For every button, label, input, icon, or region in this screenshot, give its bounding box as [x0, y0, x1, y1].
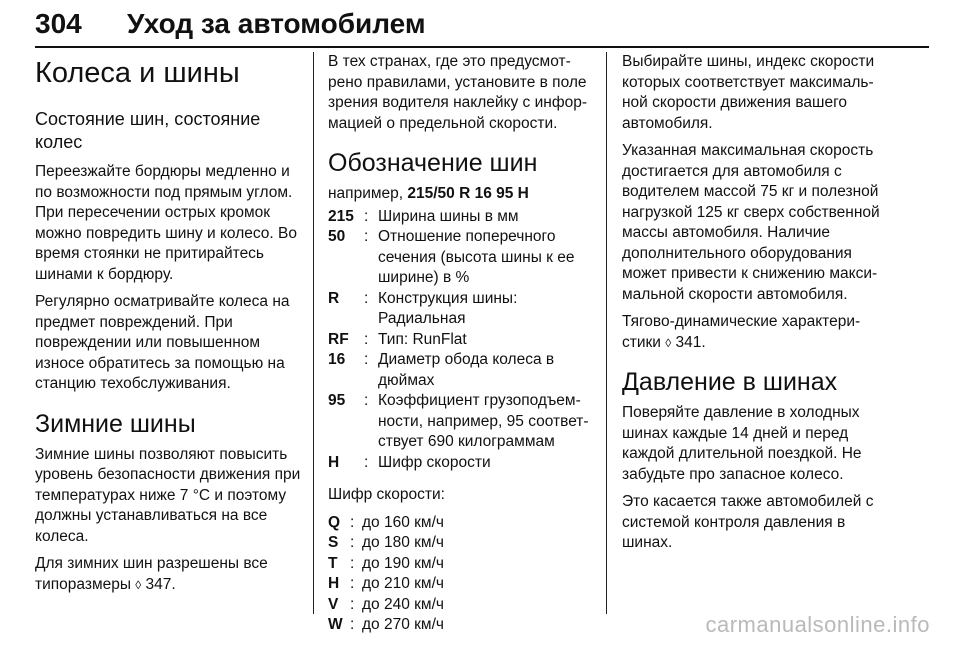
page-number: 304	[35, 8, 82, 39]
separator: :	[364, 351, 369, 368]
separator: :	[364, 453, 369, 471]
code-key: T	[328, 554, 338, 572]
designation-row	[328, 227, 594, 289]
page-reference-347[interactable]	[135, 576, 175, 593]
code-key: 215	[328, 207, 354, 225]
designation-row	[328, 350, 594, 391]
separator: :	[350, 575, 355, 592]
speed-code-row	[328, 595, 444, 616]
reference-arrow-icon: ◊	[665, 335, 672, 350]
designation-row	[328, 207, 594, 228]
reference-page: 347.	[145, 575, 176, 593]
reference-arrow-icon: ◊	[135, 577, 142, 592]
speed-codes-title: Шифр скорости:	[328, 486, 445, 503]
description: до 240 км/ч	[362, 595, 444, 613]
speed-code-row	[328, 533, 444, 554]
designation-row	[328, 289, 594, 330]
paragraph-curbs: Переезжайте бордюры медленно и по возможности под прямым углом. При пересечении острых кромок можно повредить шину и колесо. Во время стоянки не притирайтесь шинами к бордюру.	[35, 163, 297, 283]
separator: :	[364, 228, 369, 245]
chapter-title: Уход за автомобилем	[127, 8, 426, 39]
paragraph-pressure-check: Поверяйте давление в холодных шинах каждые 14 дней и перед каждой длительной поездкой. Не забудьте про запасное колесо.	[622, 404, 862, 483]
separator: :	[364, 289, 369, 307]
section-title-wheels-tyres: Колеса и шины	[35, 57, 240, 89]
column-left	[35, 52, 301, 602]
description: Ширина шины в мм	[378, 207, 519, 225]
description: до 190 км/ч	[362, 554, 444, 572]
page-reference-341[interactable]	[665, 334, 705, 351]
paragraph-speed-index: Выбирайте шины, индекс скорости которых соответствует максималь-ной скорости движения вашего автомобиля.	[622, 53, 875, 132]
designation-row	[328, 391, 594, 453]
separator: :	[350, 616, 355, 633]
description: Отношение поперечного сечения (высота шины к ее ширине) в %	[378, 228, 575, 286]
speed-code-row	[328, 513, 444, 534]
code-key: Q	[328, 513, 341, 531]
designation-example	[328, 184, 594, 205]
performance-text: Тягово-динамические характери-стики	[622, 313, 861, 351]
winter-sizes-text: Для зимних шин разрешены все типоразмеры	[35, 555, 268, 593]
header-rule	[35, 46, 929, 48]
code-key: 50	[328, 228, 346, 245]
column-divider-left	[313, 52, 314, 614]
speed-code-row	[328, 574, 444, 595]
paragraph-performance-ref	[622, 312, 890, 353]
description: до 160 км/ч	[362, 513, 444, 531]
code-key: 16	[328, 351, 346, 368]
description: до 210 км/ч	[362, 575, 444, 592]
speed-code-row	[328, 615, 444, 636]
separator: :	[350, 554, 355, 572]
example-code: 215/50 R 16 95 H	[407, 185, 529, 202]
paragraph-winter-tyres: Зимние шины позволяют повысить уровень безопасности движения при температурах ниже 7 °C и поэтому должны устанавливаться на все колеса.	[35, 445, 301, 545]
separator: :	[364, 207, 369, 225]
paragraph-speed-sticker: В тех странах, где это предусмот-рено правилами, установите в поле зрения водителя наклейку с инфор-мацией о предельной скорости.	[328, 53, 587, 132]
description: Коэффициент грузоподъем-ности, например, 95 соответ-ствует 690 килограммам	[378, 392, 589, 450]
reference-page: 341.	[675, 333, 706, 351]
code-key: H	[328, 453, 340, 471]
description: Диаметр обода колеса в дюймах	[378, 351, 555, 389]
section-title-tyre-pressure: Давление в шинах	[622, 368, 838, 396]
page-header	[35, 6, 929, 48]
code-key: V	[328, 595, 339, 613]
separator: :	[350, 534, 355, 551]
subsection-title-tyre-condition: Состояние шин, состояние колес	[35, 109, 261, 152]
separator: :	[350, 595, 355, 613]
code-key: H	[328, 575, 340, 592]
paragraph-max-speed: Указанная максимальная скорость достигается для автомобиля с водителем массой 75 кг и полезной нагрузкой 125 кг сверх собственной массы автомобиля. Наличие дополнительного оборудования может привести к снижению макси-мальной скорости автомобиля.	[622, 142, 880, 303]
separator: :	[364, 392, 369, 409]
paragraph-winter-sizes	[35, 554, 301, 595]
column-middle	[328, 52, 594, 648]
paragraph-pressure-monitoring: Это касается также автомобилей с системой контроля давления в шинах.	[622, 493, 874, 551]
separator: :	[350, 513, 355, 531]
column-right	[622, 52, 890, 561]
code-key: RF	[328, 330, 349, 348]
speed-code-row	[328, 554, 444, 575]
description: Шифр скорости	[378, 453, 491, 471]
watermark: carmanualsonline.info	[705, 612, 930, 637]
description: Конструкция шины: Радиальная	[378, 289, 518, 327]
description: до 180 км/ч	[362, 534, 444, 551]
designation-table	[328, 207, 594, 474]
designation-row	[328, 453, 594, 474]
description: Тип: RunFlat	[378, 330, 467, 348]
code-key: S	[328, 534, 339, 551]
section-title-winter-tyres: Зимние шины	[35, 409, 196, 438]
description: до 270 км/ч	[362, 616, 444, 633]
speed-code-table	[328, 513, 444, 636]
designation-row	[328, 330, 594, 351]
paragraph-inspection: Регулярно осматривайте колеса на предмет повреждений. При повреждении или повышенном износе обратитесь за помощью на станцию техобслуживания.	[35, 293, 290, 392]
code-key: R	[328, 289, 340, 307]
separator: :	[364, 330, 369, 348]
section-title-tyre-designation: Обозначение шин	[328, 149, 538, 177]
code-key: W	[328, 616, 343, 633]
column-divider-right	[606, 52, 607, 614]
example-prefix: например,	[328, 185, 404, 202]
code-key: 95	[328, 392, 346, 409]
